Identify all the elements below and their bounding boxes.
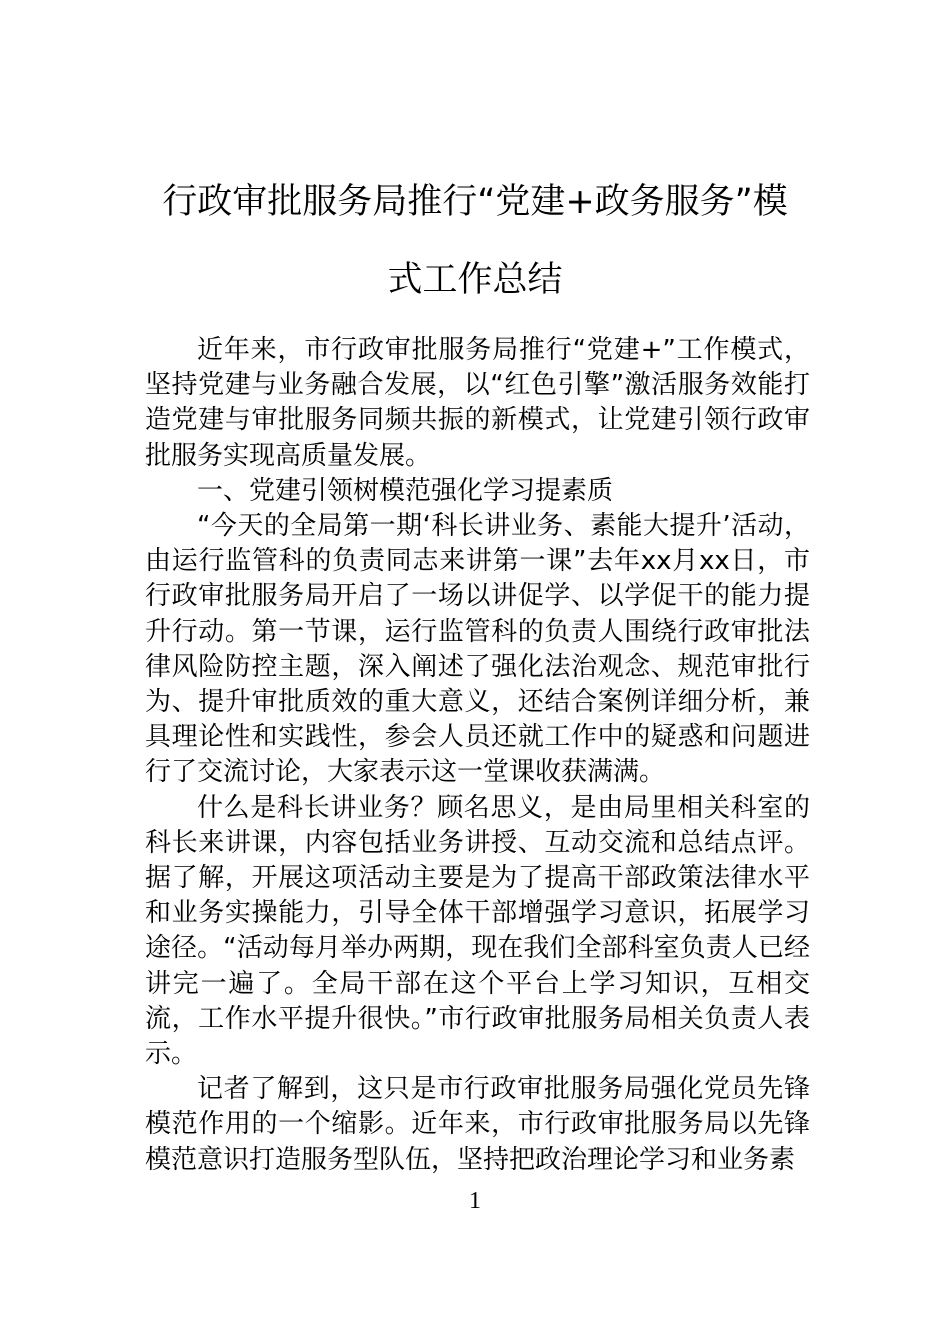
section-heading: 一、党建引领树模范强化学习提素质: [197, 475, 614, 506]
paragraph-intro: 近年来，市行政审批服务局推行“党建+”工作模式，坚持党建与业务融合发展，以“红色引擎”激活服务效能打造党建与审批服务同频共振的新模式，让党建引领行政审批服务实现高质量发展。: [145, 335, 810, 471]
title-line-2: 式工作总结: [387, 260, 563, 300]
paragraph-explanation: 什么是科长讲业务？顾名思义，是由局里相关科室的科长来讲课，内容包括业务讲授、互动交流和总结点评。据了解，开展这项活动主要是为了提高干部政策法律水平和业务实操能力，引导全体干部增强学习意识，拓展学习途径。“活动每月举办两期，现在我们全部科室负责人已经讲完一遍了。全局干部在这个平台上学习知识，互相交流，工作水平提升很快。”市行政审批服务局相关负责人表示。: [145, 792, 810, 1070]
paragraph-activity: “今天的全局第一期‘科长讲业务、素能大提升’活动，由运行监管科的负责同志来讲第一课”去年xx月xx日，市行政审批服务局开启了一场以讲促学、以学促干的能力提升行动。第一节课，运行监管科的负责人围绕行政审批法律风险防控主题，深入阐述了强化法治观念、规范审批行为、提升审批质效的重大意义，还结合案例详细分析，兼具理论性和实践性，参会人员还就工作中的疑惑和问题进行了交流讨论，大家表示这一堂课收获满满。: [145, 511, 810, 788]
paragraph-summary: 记者了解到，这只是市行政审批服务局强化党员先锋模范作用的一个缩影。近年来，市行政审批服务局以先锋模范意识打造服务型队伍，坚持把政治理论学习和业务素: [145, 1074, 810, 1175]
page-number: 1: [469, 1188, 481, 1214]
document-title: [110, 163, 840, 319]
title-line-1: 行政审批服务局推行“党建+政务服务”模: [162, 182, 788, 222]
document-body: [145, 333, 810, 1178]
